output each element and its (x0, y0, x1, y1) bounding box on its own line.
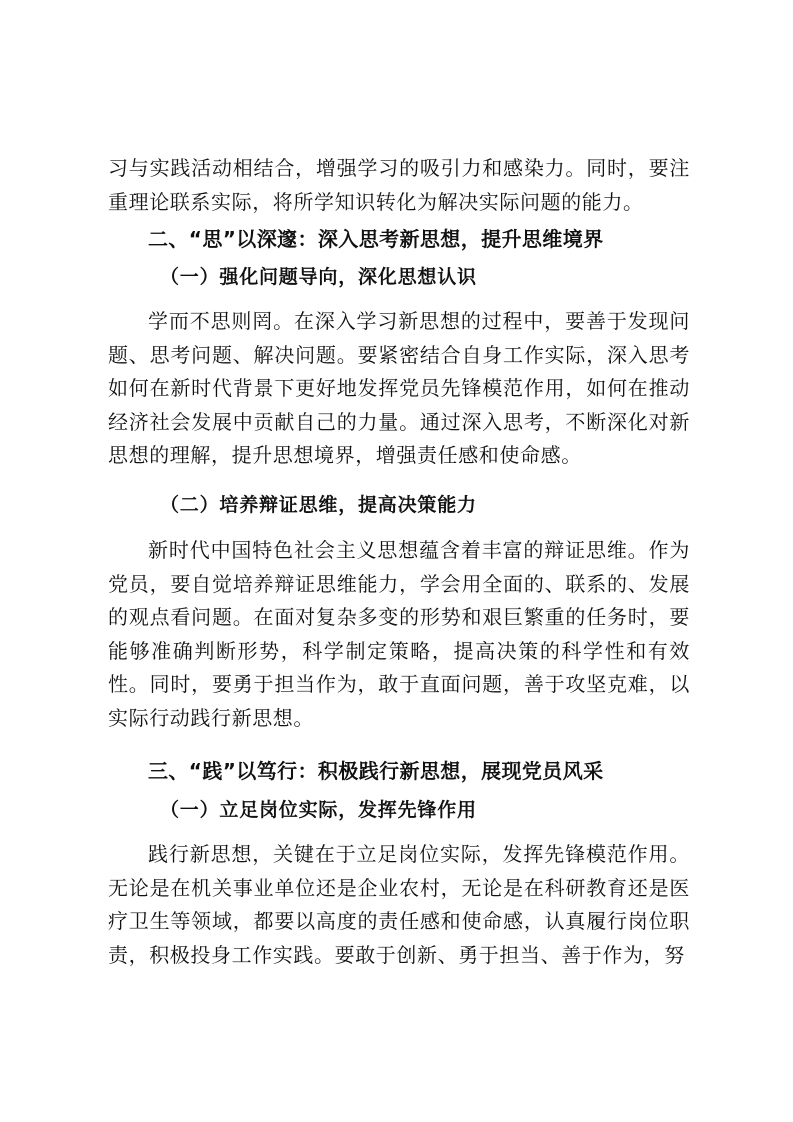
paragraph-dialectical-thinking: 新时代中国特色社会主义思想蕴含着丰富的辩证思维。作为党员，要自觉培养辩证思维能力，学会用全面的、联系的、发展的观点看问题。在面对复杂多变的形势和艰巨繁重的任务时，要能够准确判断形势，科学制定策略，提高决策的科学性和有效性。同时，要勇于担当作为，敢于直面问题，善于攻坚克难，以实际行动践行新思想。 (108, 538, 690, 730)
section-heading-2-think: 二、“思”以深邃：深入思考新思想，提升思维境界 (148, 227, 604, 251)
subsection-heading-dialectical-thinking: （二）培养辩证思维，提高决策能力 (160, 494, 477, 516)
subsection-heading-vanguard-role: （一）立足岗位实际，发挥先锋作用 (160, 799, 477, 821)
paragraph-learning-without-thinking: 学而不思则罔。在深入学习新思想的过程中，要善于发现问题、思考问题、解决问题。要紧密结合自身工作实际，深入思考如何在新时代背景下更好地发挥党员先锋模范作用，如何在推动经济社会发展中贡献自己的力量。通过深入思考，不断深化对新思想的理解，提升思想境界，增强责任感和使命感。 (108, 309, 690, 467)
section-heading-3-practice: 三、“践”以笃行：积极践行新思想，展现党员风采 (148, 759, 604, 783)
paragraph-practice-new-thought: 践行新思想，关键在于立足岗位实际，发挥先锋模范作用。无论是在机关事业单位还是企业农村，无论是在科研教育还是医疗卫生等领域，都要以高度的责任感和使命感，认真履行岗位职责，积极投身工作实践。要敢于创新、勇于担当、善于作为，努 (108, 842, 690, 967)
subsection-heading-problem-orientation: （一）强化问题导向，深化思想认识 (160, 266, 477, 288)
paragraph-study-practice-continued: 习与实践活动相结合，增强学习的吸引力和感染力。同时，要注重理论联系实际，将所学知识转化为解决实际问题的能力。 (108, 156, 690, 214)
